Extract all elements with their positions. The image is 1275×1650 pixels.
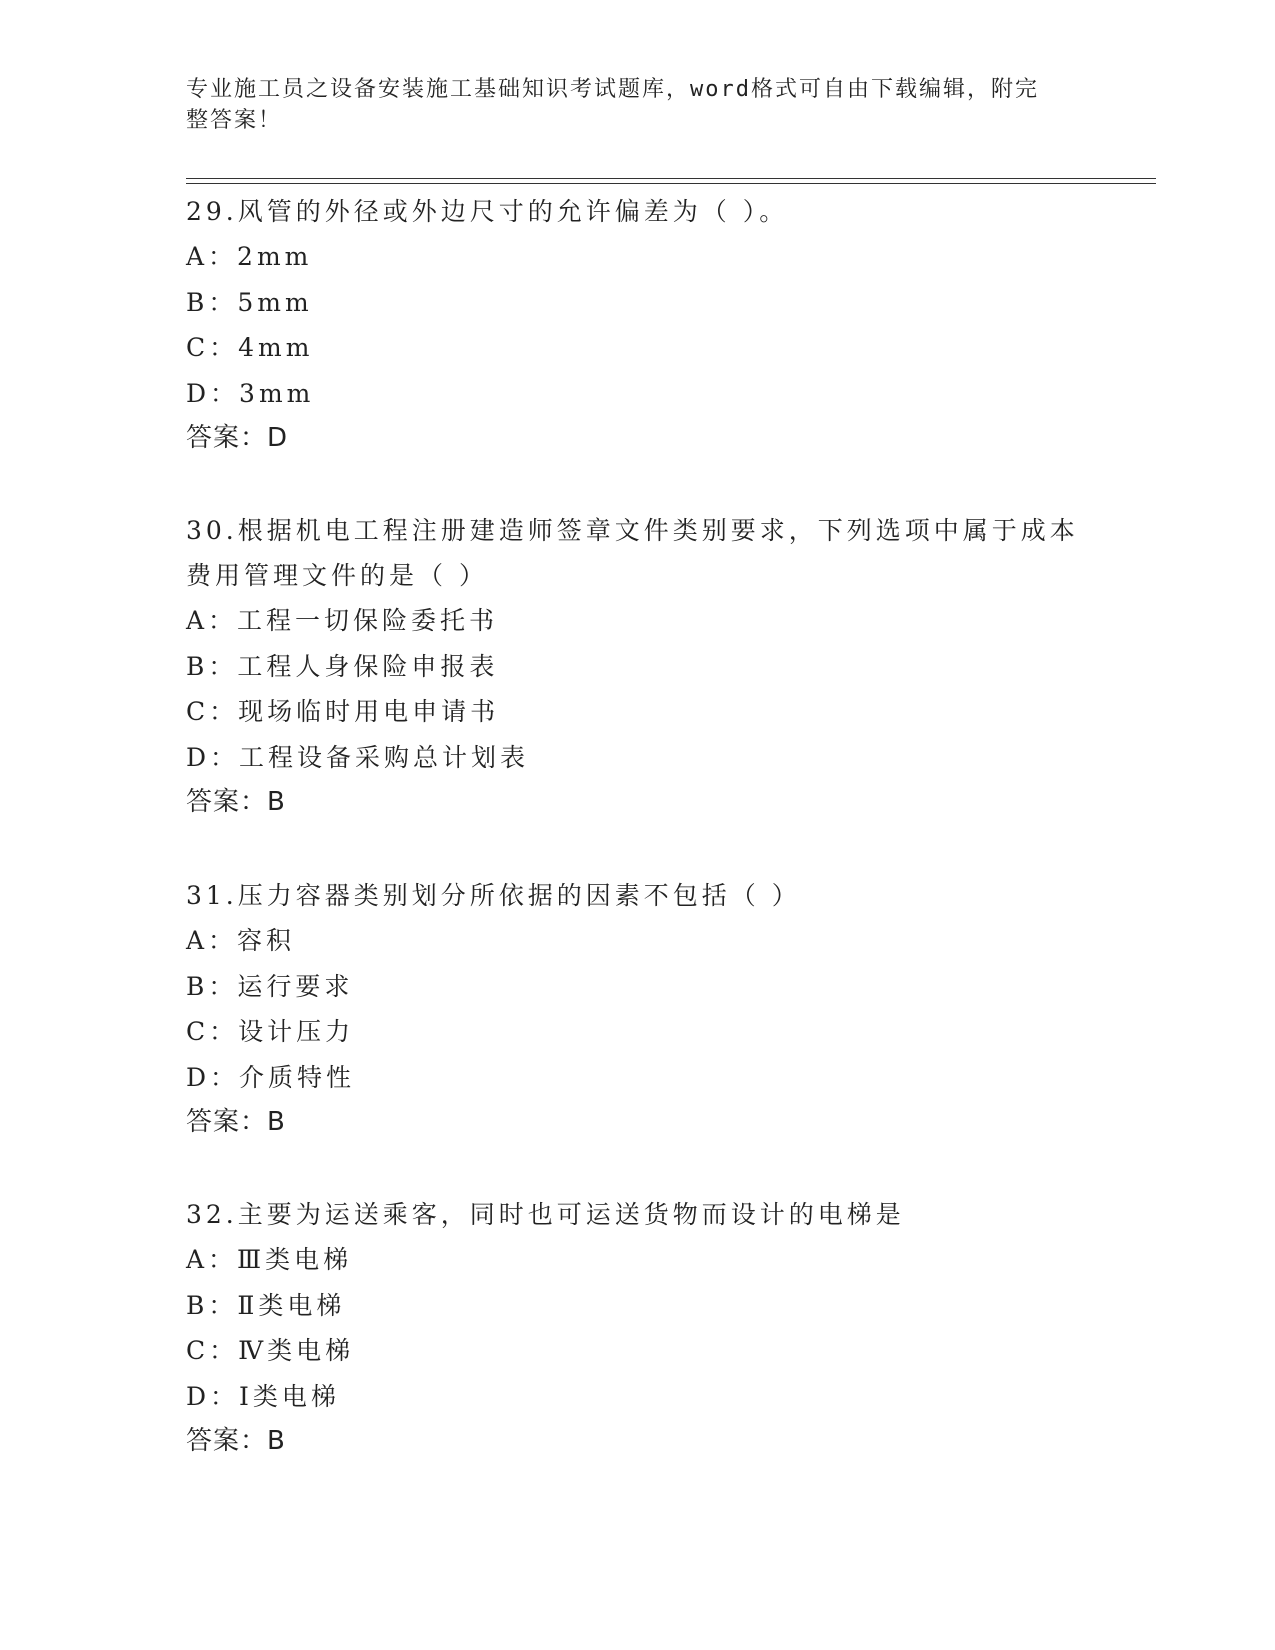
header-divider-top bbox=[186, 178, 1156, 179]
header-line-1: 专业施工员之设备安装施工基础知识考试题库，word格式可自由下载编辑，附完 bbox=[186, 77, 1039, 102]
header-line-2: 整答案！ bbox=[186, 108, 283, 133]
question-title-line-2: 费用管理文件的是（ ） bbox=[186, 561, 488, 590]
option-c: C：4mm bbox=[186, 333, 314, 362]
option-c: C：现场临时用电申请书 bbox=[186, 697, 500, 726]
answer-text: 答案：B bbox=[186, 787, 286, 817]
question-title: 32.主要为运送乘客，同时也可运送货物而设计的电梯是 bbox=[186, 1200, 905, 1229]
option-d: D：工程设备采购总计划表 bbox=[186, 742, 530, 772]
question-29 bbox=[186, 189, 1086, 461]
option-a: A：Ⅲ类电梯 bbox=[186, 1245, 353, 1274]
question-title: 29.风管的外径或外边尺寸的允许偏差为（ ）。 bbox=[186, 197, 789, 226]
option-a: A：容积 bbox=[186, 926, 296, 955]
option-d: D：3mm bbox=[186, 378, 315, 408]
header-divider-bottom bbox=[186, 183, 1156, 184]
option-d: D：Ⅰ类电梯 bbox=[186, 1381, 340, 1411]
option-b: B：运行要求 bbox=[186, 971, 354, 1001]
question-title: 31.压力容器类别划分所依据的因素不包括（ ） bbox=[186, 881, 801, 910]
option-c: C：Ⅳ类电梯 bbox=[186, 1336, 355, 1365]
option-d: D：介质特性 bbox=[186, 1062, 356, 1092]
option-a: A：2mm bbox=[186, 242, 313, 271]
answer-text: 答案：B bbox=[186, 1426, 286, 1456]
question-32 bbox=[186, 1192, 1086, 1464]
answer-text: 答案：D bbox=[186, 423, 289, 453]
question-title-line-1: 30.根据机电工程注册建造师签章文件类别要求，下列选项中属于成本 bbox=[186, 516, 1079, 545]
option-a: A：工程一切保险委托书 bbox=[186, 606, 499, 635]
question-31 bbox=[186, 873, 1086, 1145]
answer-text: 答案：B bbox=[186, 1107, 286, 1137]
question-30 bbox=[186, 508, 1086, 825]
option-b: B：5mm bbox=[186, 287, 313, 317]
option-c: C：设计压力 bbox=[186, 1017, 355, 1046]
option-b: B：工程人身保险申报表 bbox=[186, 651, 499, 681]
option-b: B：Ⅱ类电梯 bbox=[186, 1290, 346, 1320]
document-header bbox=[186, 74, 1066, 136]
